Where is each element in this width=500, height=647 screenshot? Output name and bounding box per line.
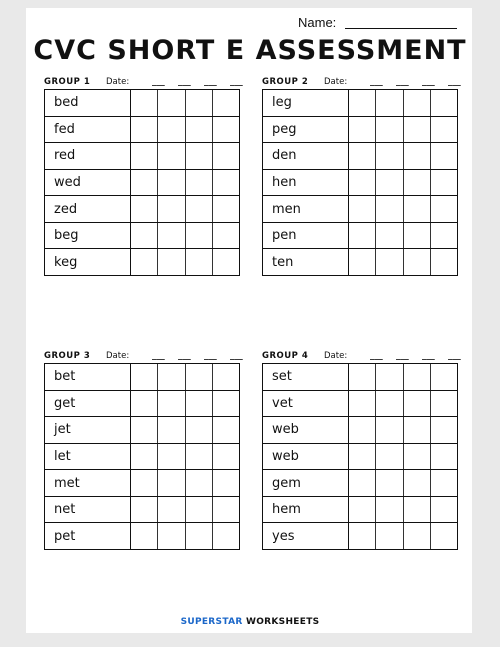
group-header [262,351,461,363]
word-cell: ten [263,249,349,275]
date-blank-2[interactable]: ___ [178,77,191,87]
word-cell: gem [263,470,349,496]
check-cell[interactable] [349,444,376,470]
group-header [44,351,243,363]
group-3 [44,351,243,551]
table-row [263,248,457,275]
check-cell[interactable] [404,364,431,390]
check-cell[interactable] [404,523,431,549]
check-cell[interactable] [158,117,185,143]
table-row [263,469,457,496]
word-cell: beg [45,223,131,249]
table-row [45,522,239,549]
word-cell: zed [45,196,131,222]
check-cell[interactable] [349,391,376,417]
check-cell[interactable] [431,470,457,496]
table-row [263,443,457,470]
check-cell[interactable] [349,364,376,390]
table-row [45,195,239,222]
check-cell[interactable] [431,249,457,275]
check-cell[interactable] [131,417,158,443]
table-row [263,195,457,222]
logo-part-worksheets: WORKSHEETS [242,617,320,627]
check-cell[interactable] [131,196,158,222]
word-cell: wed [45,170,131,196]
word-cell: leg [263,90,349,116]
check-cell[interactable] [131,523,158,549]
date-blank-1[interactable]: ___ [152,77,165,87]
check-cell[interactable] [158,90,185,116]
check-cell[interactable] [404,143,431,169]
date-blank-2[interactable]: ___ [396,351,409,361]
check-cell[interactable] [213,364,239,390]
check-cell[interactable] [431,497,457,523]
group-label: GROUP 2 [262,77,309,87]
check-cell[interactable] [349,470,376,496]
check-cell[interactable] [349,417,376,443]
assessment-table [44,363,240,550]
date-blank-4[interactable]: ___ [448,77,461,87]
check-cell[interactable] [376,417,403,443]
check-cell[interactable] [431,223,457,249]
date-blank-4[interactable]: ___ [230,351,243,361]
check-cell[interactable] [158,497,185,523]
check-cell[interactable] [213,143,239,169]
check-cell[interactable] [158,249,185,275]
word-cell: let [45,444,131,470]
check-cell[interactable] [349,170,376,196]
check-cell[interactable] [158,417,185,443]
check-cell[interactable] [158,364,185,390]
date-blank-1[interactable]: ___ [370,351,383,361]
word-cell: peg [263,117,349,143]
date-label: Date: [324,351,348,361]
check-cell[interactable] [213,523,239,549]
check-cell[interactable] [158,444,185,470]
check-cell[interactable] [349,249,376,275]
word-cell: jet [45,417,131,443]
table-row [263,364,457,390]
check-cell[interactable] [186,417,213,443]
check-cell[interactable] [431,364,457,390]
check-cell[interactable] [376,170,403,196]
check-cell[interactable] [186,90,213,116]
check-cell[interactable] [431,90,457,116]
check-cell[interactable] [131,117,158,143]
word-cell: hen [263,170,349,196]
check-cell[interactable] [349,117,376,143]
word-cell: web [263,417,349,443]
check-cell[interactable] [213,470,239,496]
check-cell[interactable] [131,364,158,390]
name-label: Name: [298,15,337,30]
name-input-line [345,28,457,29]
date-blank-3[interactable]: ___ [204,77,217,87]
table-row [45,248,239,275]
check-cell[interactable] [186,223,213,249]
word-cell: set [263,364,349,390]
word-cell: keg [45,249,131,275]
check-cell[interactable] [213,170,239,196]
check-cell[interactable] [158,523,185,549]
table-row [45,416,239,443]
assessment-table [262,363,458,550]
check-cell[interactable] [431,196,457,222]
table-row [45,364,239,390]
check-cell[interactable] [376,249,403,275]
word-cell: bet [45,364,131,390]
date-blank-1[interactable]: ___ [152,351,165,361]
check-cell[interactable] [376,143,403,169]
check-cell[interactable] [213,90,239,116]
table-row [263,90,457,116]
check-cell[interactable] [131,249,158,275]
date-label: Date: [106,77,130,87]
table-row [45,90,239,116]
check-cell[interactable] [131,223,158,249]
check-cell[interactable] [376,90,403,116]
date-label: Date: [106,351,130,361]
check-cell[interactable] [131,170,158,196]
table-row [45,116,239,143]
date-blank-2[interactable]: ___ [396,77,409,87]
table-row [263,116,457,143]
table-row [263,222,457,249]
check-cell[interactable] [376,196,403,222]
table-row [263,416,457,443]
check-cell[interactable] [186,497,213,523]
check-cell[interactable] [431,170,457,196]
table-row [263,142,457,169]
check-cell[interactable] [131,391,158,417]
word-cell: men [263,196,349,222]
check-cell[interactable] [431,523,457,549]
check-cell[interactable] [404,497,431,523]
check-cell[interactable] [158,196,185,222]
check-cell[interactable] [376,444,403,470]
group-header [262,77,461,89]
word-cell: web [263,444,349,470]
assessment-table [262,89,458,276]
word-cell: met [45,470,131,496]
check-cell[interactable] [213,249,239,275]
table-row [45,496,239,523]
word-cell: fed [45,117,131,143]
date-label: Date: [324,77,348,87]
check-cell[interactable] [404,196,431,222]
check-cell[interactable] [158,143,185,169]
check-cell[interactable] [131,470,158,496]
check-cell[interactable] [186,117,213,143]
brand-logo [0,617,500,627]
check-cell[interactable] [349,90,376,116]
check-cell[interactable] [213,196,239,222]
check-cell[interactable] [131,143,158,169]
group-4 [262,351,461,551]
check-cell[interactable] [158,391,185,417]
date-blank-4[interactable]: ___ [448,351,461,361]
check-cell[interactable] [131,497,158,523]
check-cell[interactable] [376,117,403,143]
check-cell[interactable] [186,391,213,417]
check-cell[interactable] [186,170,213,196]
table-row [45,390,239,417]
word-cell: bed [45,90,131,116]
check-cell[interactable] [186,470,213,496]
check-cell[interactable] [186,444,213,470]
table-row [263,522,457,549]
check-cell[interactable] [404,117,431,143]
check-cell[interactable] [349,196,376,222]
date-blank-1[interactable]: ___ [370,77,383,87]
word-cell: red [45,143,131,169]
check-cell[interactable] [376,497,403,523]
word-cell: vet [263,391,349,417]
check-cell[interactable] [376,223,403,249]
word-cell: yes [263,523,349,549]
date-blank-3[interactable]: ___ [422,351,435,361]
check-cell[interactable] [213,497,239,523]
group-label: GROUP 4 [262,351,309,361]
check-cell[interactable] [213,417,239,443]
table-row [45,169,239,196]
group-1 [44,77,243,277]
date-blank-3[interactable]: ___ [422,77,435,87]
table-row [45,142,239,169]
check-cell[interactable] [349,143,376,169]
page-title: CVC SHORT E ASSESSMENT [33,35,467,66]
check-cell[interactable] [186,523,213,549]
date-blank-3[interactable]: ___ [204,351,217,361]
word-cell: den [263,143,349,169]
check-cell[interactable] [349,523,376,549]
word-cell: get [45,391,131,417]
table-row [263,169,457,196]
check-cell[interactable] [213,444,239,470]
assessment-table [44,89,240,276]
check-cell[interactable] [376,391,403,417]
check-cell[interactable] [213,391,239,417]
check-cell[interactable] [158,223,185,249]
group-label: GROUP 3 [44,351,91,361]
check-cell[interactable] [349,497,376,523]
check-cell[interactable] [376,470,403,496]
check-cell[interactable] [376,523,403,549]
check-cell[interactable] [404,470,431,496]
date-blank-2[interactable]: ___ [178,351,191,361]
check-cell[interactable] [404,444,431,470]
check-cell[interactable] [158,170,185,196]
check-cell[interactable] [158,470,185,496]
date-blank-4[interactable]: ___ [230,77,243,87]
check-cell[interactable] [404,249,431,275]
check-cell[interactable] [186,249,213,275]
check-cell[interactable] [131,444,158,470]
check-cell[interactable] [186,143,213,169]
check-cell[interactable] [404,90,431,116]
table-row [263,496,457,523]
check-cell[interactable] [404,170,431,196]
group-header [44,77,243,89]
table-row [45,443,239,470]
check-cell[interactable] [349,223,376,249]
table-row [45,222,239,249]
group-label: GROUP 1 [44,77,91,87]
check-cell[interactable] [186,364,213,390]
table-row [45,469,239,496]
word-cell: pen [263,223,349,249]
check-cell[interactable] [404,223,431,249]
word-cell: net [45,497,131,523]
table-row [263,390,457,417]
check-cell[interactable] [186,196,213,222]
check-cell[interactable] [431,117,457,143]
word-cell: hem [263,497,349,523]
check-cell[interactable] [431,444,457,470]
check-cell[interactable] [431,391,457,417]
logo-part-superstar: SUPERSTAR [180,617,243,627]
check-cell[interactable] [431,417,457,443]
check-cell[interactable] [404,417,431,443]
check-cell[interactable] [376,364,403,390]
check-cell[interactable] [213,223,239,249]
check-cell[interactable] [213,117,239,143]
check-cell[interactable] [431,143,457,169]
check-cell[interactable] [404,391,431,417]
word-cell: pet [45,523,131,549]
check-cell[interactable] [131,90,158,116]
group-2 [262,77,461,277]
